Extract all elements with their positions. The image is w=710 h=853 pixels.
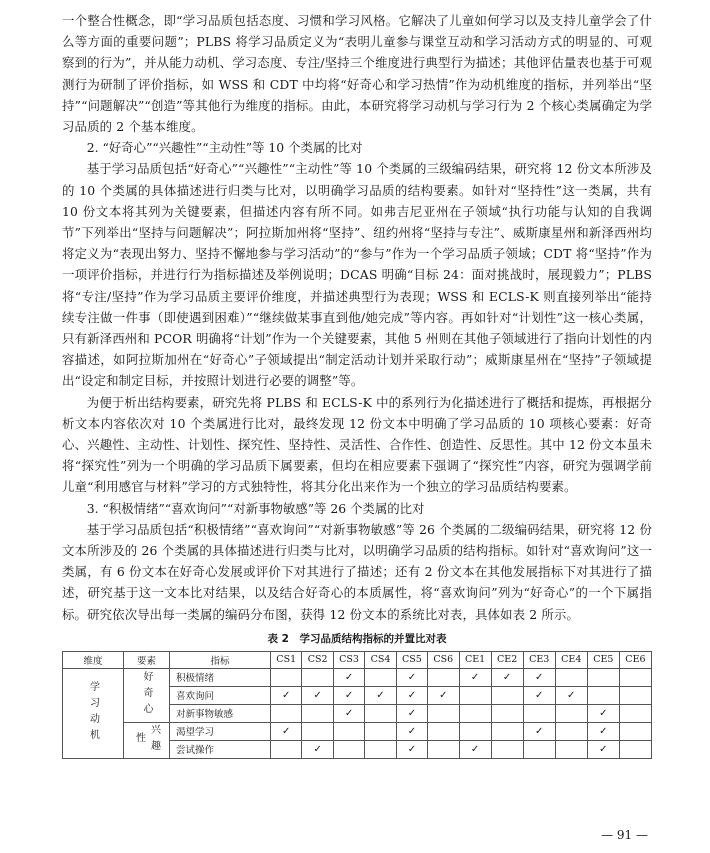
- header-cell: CE2: [491, 651, 523, 668]
- check-mark-cell: ✓: [302, 686, 333, 704]
- empty-cell: [365, 722, 396, 740]
- empty-cell: [619, 704, 651, 722]
- check-mark-cell: ✓: [555, 686, 587, 704]
- header-cell: CS3: [333, 651, 364, 668]
- check-mark-cell: ✓: [333, 704, 364, 722]
- table-row: [63, 722, 652, 740]
- empty-cell: [587, 668, 619, 686]
- paragraph-2: 基于学习品质包括“好奇心”“兴趣性”“主动性”等 10 个类属的三级编码结果，研究将 12 份文本所涉及的 10 个类属的具体描述进行归类与比对，以明确学习品质的结构要素。如针对“坚持性”这一类属，共有 10 份文本将其列为关键要素，但描述内容有所不同。如弗吉尼亚州在子领域“执行功能与认知的自我调节”下列举出“坚持与问题解决”；阿拉斯加州将“坚持”、纽约州将“坚持与专注”、威斯康星州和新泽西州均将定义为“表现出努力、坚持不懈地参与学习活动”的“参与”作为一个学习品质子领域；CDT 将“坚持”作为一项评价指标，并进行行为指标描述及举例说明；DCAS 明确“目标 24：面对挑战时，展现毅力”；PLBS 将“专注/坚持”作为学习品质主要评价维度，并描述典型行为表现；WSS 和 ECLS-K 则直接列举出“能持续专注做一件事（即使遇到困难）”“继续做某事直到他/她完成”等内容。再如针对“计划性”这一核心类属，只有新泽西州和 PCOR 明确将“计划”作为一个关键要素，其他 5 州则在其他子领域进行了指向计划性的内容描述，如阿拉斯加州在“好奇心”子领域提出“制定活动计划并采取行动”；威斯康星州在“坚持”子领域提出“设定和制定目标，并按照计划进行必要的调整”等。: [62, 161, 652, 389]
- header-cell: CE4: [555, 651, 587, 668]
- check-mark-cell: ✓: [396, 668, 427, 686]
- header-cell: CE6: [619, 651, 651, 668]
- indicator-cell: 积极情绪: [170, 668, 271, 686]
- dimension-cell: 学习动机: [63, 668, 124, 758]
- section-heading-3: 3. “积极情绪”“喜欢询问”“对新事物敏感”等 26 个类属的比对: [86, 500, 425, 516]
- check-mark-cell: ✓: [396, 686, 427, 704]
- check-mark-cell: ✓: [271, 686, 302, 704]
- empty-cell: [491, 740, 523, 758]
- check-mark-cell: ✓: [491, 668, 523, 686]
- indicator-cell: 对新事物敏感: [170, 704, 271, 722]
- header-cell: CS1: [271, 651, 302, 668]
- empty-cell: [428, 722, 459, 740]
- paragraph-1: 一个整合性概念，即“学习品质包括态度、习惯和学习风格。它解决了儿童如何学习以及支持儿童学会了什么等方面的重要问题”；PLBS 将学习品质定义为“表明儿童参与课堂互动和学习活动方式的明显的、可观察到的行为”，并从能力动机、学习态度、专注/坚持三个维度进行典型行为描述；其他评估量表也基于可观测行为研制了评价指标，如 WSS 和 CDT 中均将“好奇心和学习热情”作为动机维度的指标，并列举出“坚持”“问题解决”“创造”等其他行为维度的指标。由此，本研究将学习动机与学习行为 2 个核心类属确定为学习品质的 2 个基本维度。: [62, 13, 652, 135]
- header-cell: CS5: [396, 651, 427, 668]
- page-number: — 91 —: [601, 828, 648, 842]
- empty-cell: [619, 722, 651, 740]
- empty-cell: [365, 668, 396, 686]
- empty-cell: [459, 722, 491, 740]
- element-cell: 好奇心: [124, 668, 170, 722]
- table-header-row: [63, 651, 652, 668]
- check-mark-cell: ✓: [523, 668, 555, 686]
- check-mark-cell: ✓: [396, 740, 427, 758]
- empty-cell: [459, 686, 491, 704]
- element-cell: 兴趣性: [124, 722, 170, 758]
- empty-cell: [555, 668, 587, 686]
- section-heading-2: 2. “好奇心”“兴趣性”“主动性”等 10 个类属的比对: [86, 140, 363, 156]
- empty-cell: [555, 740, 587, 758]
- header-cell: CS2: [302, 651, 333, 668]
- check-mark-cell: ✓: [302, 740, 333, 758]
- header-cell: CE5: [587, 651, 619, 668]
- empty-cell: [619, 668, 651, 686]
- empty-cell: [619, 686, 651, 704]
- empty-cell: [302, 722, 333, 740]
- table-caption: 表 2 学习品质结构指标的并置比对表: [267, 632, 447, 645]
- check-mark-cell: ✓: [459, 740, 491, 758]
- header-cell: CE3: [523, 651, 555, 668]
- check-mark-cell: ✓: [523, 722, 555, 740]
- empty-cell: [491, 686, 523, 704]
- header-cell: CS6: [428, 651, 459, 668]
- empty-cell: [428, 740, 459, 758]
- empty-cell: [271, 740, 302, 758]
- empty-cell: [619, 740, 651, 758]
- paragraph-3: 为便于析出结构要素，研究先将 PLBS 和 ECLS-K 中的系列行为化描述进行了概括和提炼，再根据分析文本内容依次对 10 个类属进行比对，最终发现 12 份文本中明确了学习品质的 10 项核心要素：好奇心、兴趣性、主动性、计划性、探究性、坚持性、灵活性、合作性、创造性、反思性。其中 12 份文本虽未将“探究性”列为一个明确的学习品质下属要素，但均在相应要素下强调了“探究性”内容，研究为强调学前儿童“利用感官与材料”学习的方式独特性，将其分化出来作为一个独立的学习品质结构要素。: [62, 394, 652, 495]
- empty-cell: [459, 704, 491, 722]
- empty-cell: [333, 740, 364, 758]
- table-body: [63, 668, 652, 758]
- empty-cell: [271, 704, 302, 722]
- check-mark-cell: ✓: [271, 722, 302, 740]
- check-mark-cell: ✓: [523, 686, 555, 704]
- empty-cell: [333, 722, 364, 740]
- header-cell: 指标: [170, 651, 271, 668]
- empty-cell: [555, 722, 587, 740]
- header-cell: 要素: [124, 651, 170, 668]
- check-mark-cell: ✓: [396, 722, 427, 740]
- empty-cell: [428, 704, 459, 722]
- check-mark-cell: ✓: [587, 722, 619, 740]
- check-mark-cell: ✓: [333, 686, 364, 704]
- empty-cell: [302, 704, 333, 722]
- empty-cell: [555, 704, 587, 722]
- check-mark-cell: ✓: [333, 668, 364, 686]
- header-cell: CS4: [365, 651, 396, 668]
- empty-cell: [491, 722, 523, 740]
- table-row: [63, 668, 652, 686]
- indicator-cell: 渴望学习: [170, 722, 271, 740]
- empty-cell: [428, 668, 459, 686]
- document-page: [62, 10, 652, 759]
- empty-cell: [523, 740, 555, 758]
- header-cell: CE1: [459, 651, 491, 668]
- empty-cell: [523, 704, 555, 722]
- paragraph-4: 基于学习品质包括“积极情绪”“喜欢询问”“对新事物敏感”等 26 个类属的二级编码结果，研究将 12 份文本所涉及的 26 个类属的具体描述进行归类与比对，以明确学习品质的结构指标。如针对“喜欢询问”这一类属，有 6 份文本在好奇心发展或评价下对其进行了描述；还有 2 份文本在其他发展指标下对其进行了描述，研究基于这一文本比对结果，以及结合好奇心的本质属性，将“喜欢询问”列为“好奇心”的一个下属指标。研究依次导出每一类属的编码分布图，获得 12 份文本的系统比对表，具体如表 2 所示。: [62, 521, 652, 622]
- empty-cell: [587, 686, 619, 704]
- comparison-table: [62, 651, 652, 759]
- indicator-cell: 喜欢询问: [170, 686, 271, 704]
- check-mark-cell: ✓: [428, 686, 459, 704]
- header-cell: 维度: [63, 651, 124, 668]
- empty-cell: [271, 668, 302, 686]
- check-mark-cell: ✓: [587, 704, 619, 722]
- empty-cell: [302, 668, 333, 686]
- empty-cell: [491, 704, 523, 722]
- check-mark-cell: ✓: [365, 686, 396, 704]
- check-mark-cell: ✓: [587, 740, 619, 758]
- indicator-cell: 尝试操作: [170, 740, 271, 758]
- empty-cell: [365, 740, 396, 758]
- check-mark-cell: ✓: [396, 704, 427, 722]
- check-mark-cell: ✓: [459, 668, 491, 686]
- empty-cell: [365, 704, 396, 722]
